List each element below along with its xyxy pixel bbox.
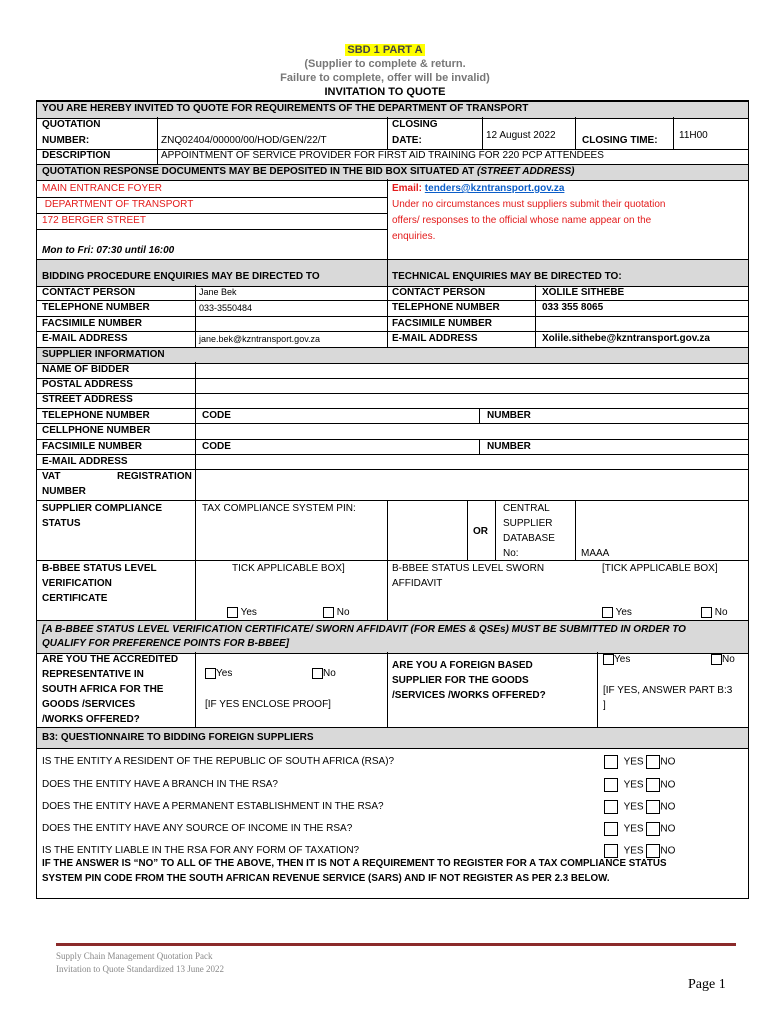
bbbee-notice-band [37, 620, 748, 654]
b3-question-2: DOES THE ENTITY HAVE A BRANCH IN THE RSA? [42, 779, 278, 790]
checkbox-icon[interactable] [646, 778, 660, 792]
cellphone-label: CELLPHONE NUMBER [42, 425, 151, 436]
foreign-no[interactable]: No [711, 653, 735, 667]
foreign-question-3: /SERVICES /WORKS OFFERED? [392, 690, 546, 701]
rep-proof: [IF YES ENCLOSE PROOF] [205, 699, 331, 710]
form-subtitle-2: Failure to complete, offer will be invalid) [280, 72, 490, 84]
b3-question-4: DOES THE ENTITY HAVE ANY SOURCE OF INCOME IN THE RSA? [42, 823, 353, 834]
bbbee-notice-1: [A B-BBEE STATUS LEVEL VERIFICATION CERTIFICATE/ SWORN AFFIDAVIT (FOR EMES & QSEs) MUST BE SUBMITTED IN ORDER TO [42, 624, 686, 635]
bbbee-cert-label-2: VERIFICATION [42, 578, 112, 589]
rep-no[interactable]: No [312, 667, 336, 681]
b3-footer-1: IF THE ANSWER IS “NO” TO ALL OF THE ABOVE, THEN IT IS NOT A REQUIREMENT TO REGISTER FOR A TAX COMPLIANCE STATUS [42, 858, 667, 869]
checkbox-icon[interactable] [711, 654, 722, 665]
closing-date-label-2: DATE: [392, 135, 422, 146]
bid-email-label: E-MAIL ADDRESS [42, 333, 128, 344]
bbbee-tick-label-2: [TICK APPLICABLE BOX] [602, 563, 718, 574]
checkbox-icon[interactable] [646, 755, 660, 769]
address-line-3: 172 BERGER STREET [42, 215, 146, 226]
foreign-yes[interactable]: Yes [603, 653, 630, 667]
foreign-question-2: SUPPLIER FOR THE GOODS [392, 675, 529, 686]
page-number: Page 1 [688, 977, 726, 992]
postal-address-label: POSTAL ADDRESS [42, 379, 133, 390]
footer-line-2: Invitation to Quote Standardized 13 June 2022 [56, 964, 224, 974]
vat-label: VAT [42, 471, 61, 482]
fax-code-label: CODE [202, 441, 231, 452]
office-hours: Mon to Fri: 07:30 until 16:00 [42, 245, 175, 256]
checkbox-icon[interactable] [646, 822, 660, 836]
rep-question-1: ARE YOU THE ACCREDITED [42, 654, 179, 665]
bbbee-sworn-label: B-BBEE STATUS LEVEL SWORN [392, 563, 545, 574]
bid-tel-label: TELEPHONE NUMBER [42, 302, 150, 313]
address-line-2: DEPARTMENT OF TRANSPORT [42, 199, 194, 210]
description-value[interactable]: APPOINTMENT OF SERVICE PROVIDER FOR FIRST AID TRAINING FOR 220 PCP ATTENDEES [161, 150, 604, 161]
b3-question-3: DOES THE ENTITY HAVE A PERMANENT ESTABLISHMENT IN THE RSA? [42, 801, 384, 812]
email-line: Email: tenders@kzntransport.gov.za [392, 183, 565, 194]
tech-email[interactable]: Xolile.sithebe@kzntransport.gov.za [542, 333, 710, 344]
bid-contact-label: CONTACT PERSON [42, 287, 136, 298]
vat-label-2: REGISTRATION [117, 471, 192, 482]
compliance-label: SUPPLIER COMPLIANCE [42, 503, 163, 514]
quotation-label-2: NUMBER: [42, 135, 90, 146]
foreign-question-1: ARE YOU A FOREIGN BASED [392, 660, 533, 671]
form-title: SBD 1 PART A [347, 44, 423, 56]
address-line-1: MAIN ENTRANCE FOYER [42, 183, 163, 194]
form-frame [36, 100, 749, 899]
closing-time[interactable]: 11H00 [679, 130, 708, 141]
b3-answer-1[interactable]: YES NO [604, 755, 675, 770]
bbbee-tick-label: TICK APPLICABLE BOX] [232, 563, 345, 574]
rep-question-5: /WORKS OFFERED? [42, 714, 140, 725]
bbbee-sworn-label-2: AFFIDAVIT [392, 578, 443, 589]
bbbee-cert-label-3: CERTIFICATE [42, 593, 108, 604]
csd-label-3: DATABASE [503, 533, 555, 544]
supplier-fax-label: FACSIMILE NUMBER [42, 441, 142, 452]
b3-question-5: IS THE ENTITY LIABLE IN THE RSA FOR ANY FORM OF TAXATION? [42, 845, 360, 856]
street-address-label: STREET ADDRESS [42, 394, 133, 405]
note-line-3: enquiries. [392, 231, 436, 242]
compliance-label-2: STATUS [42, 518, 81, 529]
checkbox-icon[interactable] [603, 654, 614, 665]
checkbox-icon[interactable] [227, 607, 238, 618]
b3-title: B3: QUESTIONNAIRE TO BIDDING FOREIGN SUPPLIERS [42, 732, 314, 743]
bid-contact[interactable]: Jane Bek [199, 287, 237, 297]
checkbox-icon[interactable] [323, 607, 334, 618]
b3-band [37, 727, 748, 749]
checkbox-icon[interactable] [646, 844, 660, 858]
note-line-2: offers/ responses to the official whose name appear on the [392, 215, 652, 226]
b3-answer-4[interactable]: YES NO [604, 822, 675, 837]
supplier-band [37, 347, 748, 364]
tech-contact[interactable]: XOLILE SITHEBE [542, 287, 625, 298]
enquiries-band [37, 259, 748, 287]
maaa-prefix[interactable]: MAAA [581, 548, 610, 559]
foreign-answer-note: [IF YES, ANSWER PART B:3 [603, 685, 733, 696]
bbbee-cert-label: B-BBEE STATUS LEVEL [42, 563, 157, 574]
form-heading: INVITATION TO QUOTE [324, 86, 446, 98]
tech-tel-label: TELEPHONE NUMBER [392, 302, 500, 313]
deposit-text: QUOTATION RESPONSE DOCUMENTS MAY BE DEPOSITED IN THE BID BOX SITUATED AT (STREET ADDRESS) [42, 166, 575, 177]
rep-question-2: REPRESENTATIVE IN [42, 669, 144, 680]
form-subtitle: (Supplier to complete & return. [304, 58, 466, 70]
bid-tel[interactable]: 033-3550484 [199, 303, 253, 313]
quotation-label: QUOTATION [42, 119, 101, 130]
supplier-tel-label: TELEPHONE NUMBER [42, 410, 150, 421]
closing-time-label: CLOSING TIME: [582, 135, 658, 146]
checkbox-icon[interactable] [604, 800, 618, 814]
bidding-enquiries-title: BIDDING PROCEDURE ENQUIRIES MAY BE DIRECTED TO [42, 271, 320, 282]
bid-fax-label: FACSIMILE NUMBER [42, 318, 142, 329]
bbbee-sworn-yes[interactable]: Yes [602, 606, 632, 620]
supplier-email-label: E-MAIL ADDRESS [42, 456, 128, 467]
tel-code-label: CODE [202, 410, 231, 421]
rep-question-3: SOUTH AFRICA FOR THE [42, 684, 164, 695]
supplier-title: SUPPLIER INFORMATION [42, 349, 165, 360]
checkbox-icon[interactable] [312, 668, 323, 679]
foreign-answer-note-2: ] [603, 700, 606, 711]
tech-tel[interactable]: 033 355 8065 [542, 302, 604, 313]
checkbox-icon[interactable] [602, 607, 613, 618]
csd-label-4: No: [503, 548, 519, 559]
checkbox-icon[interactable] [646, 800, 660, 814]
checkbox-icon[interactable] [604, 822, 618, 836]
footer-line-1: Supply Chain Management Quotation Pack [56, 951, 213, 961]
or-label: OR [473, 526, 488, 537]
tech-email-label: E-MAIL ADDRESS [392, 333, 478, 344]
checkbox-icon[interactable] [604, 844, 618, 858]
rep-yes[interactable]: Yes [205, 667, 232, 681]
checkbox-icon[interactable] [604, 755, 618, 769]
bidder-name-label: NAME OF BIDDER [42, 364, 130, 375]
checkbox-icon[interactable] [205, 668, 216, 679]
bbbee-cert-yes[interactable]: Yes [227, 606, 257, 620]
closing-date-label: CLOSING [392, 119, 438, 130]
tech-fax-label: FACSIMILE NUMBER [392, 318, 492, 329]
deposit-band [37, 164, 748, 181]
footer-divider [56, 943, 736, 946]
description-label: DESCRIPTION [42, 150, 111, 161]
b3-answer-2[interactable]: YES NO [604, 778, 675, 793]
bid-email[interactable]: jane.bek@kzntransport.gov.za [199, 334, 321, 344]
b3-footer-2: SYSTEM PIN CODE FROM THE SOUTH AFRICAN REVENUE SERVICE (SARS) AND IF NOT REGISTER AS PER 2.3 BELOW. [42, 873, 610, 884]
csd-label: CENTRAL [503, 503, 550, 514]
checkbox-icon[interactable] [701, 607, 712, 618]
tenders-email-link[interactable]: tenders@kzntransport.gov.za [424, 183, 565, 194]
b3-question-1: IS THE ENTITY A RESIDENT OF THE REPUBLIC OF SOUTH AFRICA (RSA)? [42, 756, 395, 767]
quotation-number[interactable]: ZNQ02404/00000/00/HOD/GEN/22/T [161, 135, 327, 146]
invite-text: YOU ARE HEREBY INVITED TO QUOTE FOR REQUIREMENTS OF THE DEPARTMENT OF TRANSPORT [42, 103, 529, 114]
tel-number-label: NUMBER [487, 410, 531, 421]
bbbee-cert-no[interactable]: No [323, 606, 350, 620]
csd-label-2: SUPPLIER [503, 518, 553, 529]
technical-enquiries-title: TECHNICAL ENQUIRIES MAY BE DIRECTED TO: [392, 271, 622, 282]
tech-contact-label: CONTACT PERSON [392, 287, 486, 298]
tax-pin-label: TAX COMPLIANCE SYSTEM PIN: [202, 503, 356, 514]
invite-band [37, 101, 748, 119]
checkbox-icon[interactable] [604, 778, 618, 792]
fax-number-label: NUMBER [487, 441, 531, 452]
rep-question-4: GOODS /SERVICES [42, 699, 136, 710]
b3-answer-5[interactable]: YES NO [604, 844, 675, 859]
note-line-1: Under no circumstances must suppliers submit their quotation [392, 199, 666, 210]
closing-date[interactable]: 12 August 2022 [486, 130, 556, 141]
bbbee-notice-2: QUALIFY FOR PREFERENCE POINTS FOR B-BBEE] [42, 638, 290, 649]
vat-label-3: NUMBER [42, 486, 86, 497]
b3-answer-3[interactable]: YES NO [604, 800, 675, 815]
bbbee-sworn-no[interactable]: No [701, 606, 728, 620]
